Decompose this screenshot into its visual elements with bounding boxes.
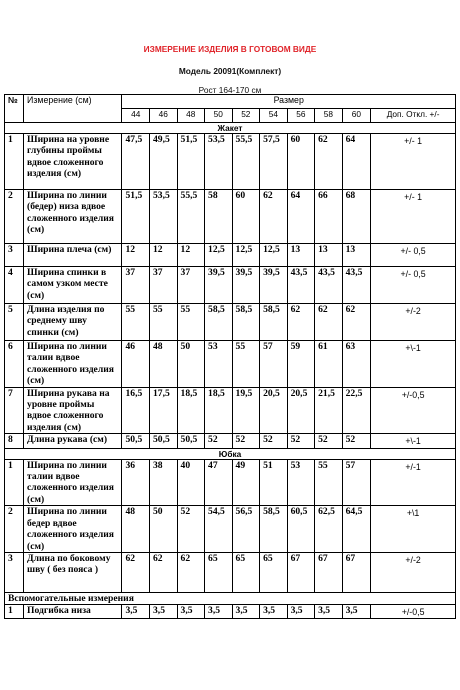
size-value: 12 (177, 244, 205, 267)
size-value: 57 (260, 341, 288, 388)
tolerance-value: +/-1 (371, 459, 456, 506)
size-value: 47 (205, 459, 233, 506)
tolerance-value: +/-2 (371, 552, 456, 592)
size-value: 67 (315, 552, 343, 592)
row-number: 2 (5, 506, 24, 553)
size-value: 65 (205, 552, 233, 592)
height-label: Рост 164-170 см (198, 85, 262, 95)
size-value: 64 (342, 134, 371, 190)
size-value: 13 (287, 244, 315, 267)
size-value: 12,5 (260, 244, 288, 267)
size-value: 67 (287, 552, 315, 592)
size-value: 65 (260, 552, 288, 592)
size-value: 53 (205, 341, 233, 388)
size-value: 52 (287, 434, 315, 448)
tolerance-value: +/-2 (371, 304, 456, 341)
tolerance-value: +/-0,5 (371, 387, 456, 434)
size-value: 67 (342, 552, 371, 592)
measurement-name: Ширина по линии (бедер) низа вдвое сложенного изделия (см) (24, 190, 122, 244)
size-header-44: 44 (122, 109, 150, 123)
size-value: 62 (287, 304, 315, 341)
size-value: 50,5 (177, 434, 205, 448)
row-number: 5 (5, 304, 24, 341)
size-value: 3,5 (315, 604, 343, 618)
table-row (5, 434, 456, 448)
size-header-46: 46 (150, 109, 178, 123)
size-value: 51,5 (122, 190, 150, 244)
size-value: 55,5 (177, 190, 205, 244)
size-value: 12,5 (232, 244, 260, 267)
size-value: 13 (342, 244, 371, 267)
size-value: 62 (315, 304, 343, 341)
size-value: 58,5 (232, 304, 260, 341)
size-value: 57 (342, 459, 371, 506)
size-value: 62 (122, 552, 150, 592)
measurement-name: Ширина на уровне глубины проймы вдвое сложенного изделия (см) (24, 134, 122, 190)
table-row (5, 267, 456, 304)
measurement-name: Длина рукава (см) (24, 434, 122, 448)
size-value: 62 (315, 134, 343, 190)
size-value: 36 (122, 459, 150, 506)
size-value: 3,5 (177, 604, 205, 618)
size-value: 18,5 (205, 387, 233, 434)
size-value: 21,5 (315, 387, 343, 434)
table-row (5, 506, 456, 553)
size-value: 52 (232, 434, 260, 448)
size-value: 54,5 (205, 506, 233, 553)
measurement-name: Длина по боковому шву ( без пояса ) (24, 552, 122, 592)
size-value: 20,5 (287, 387, 315, 434)
measurement-name: Ширина спинки в самом узком месте (см) (24, 267, 122, 304)
table-row (5, 304, 456, 341)
row-number: 8 (5, 434, 24, 448)
size-value: 48 (122, 506, 150, 553)
size-value: 12 (122, 244, 150, 267)
table-row (5, 604, 456, 618)
size-value: 53 (287, 459, 315, 506)
size-value: 49,5 (150, 134, 178, 190)
measurement-name: Ширина рукава на уровне проймы вдвое сложенного изделия (см) (24, 387, 122, 434)
size-value: 58,5 (205, 304, 233, 341)
size-header-50: 50 (205, 109, 233, 123)
size-value: 3,5 (122, 604, 150, 618)
size-value: 50,5 (150, 434, 178, 448)
size-value: 60 (287, 134, 315, 190)
tolerance-value: +\-1 (371, 434, 456, 448)
size-value: 60 (232, 190, 260, 244)
size-header-58: 58 (315, 109, 343, 123)
size-value: 65 (232, 552, 260, 592)
size-value: 51 (260, 459, 288, 506)
size-value: 60,5 (287, 506, 315, 553)
table-row (5, 190, 456, 244)
size-header-48: 48 (177, 109, 205, 123)
size-value: 49 (232, 459, 260, 506)
size-header-60: 60 (342, 109, 371, 123)
table-row (5, 459, 456, 506)
size-value: 43,5 (342, 267, 371, 304)
size-value: 17,5 (150, 387, 178, 434)
size-value: 3,5 (342, 604, 371, 618)
size-header-54: 54 (260, 109, 288, 123)
size-value: 58,5 (260, 506, 288, 553)
measurement-name: Ширина по линии талии вдвое сложенного изделия (см) (24, 459, 122, 506)
size-value: 52 (342, 434, 371, 448)
size-value: 68 (342, 190, 371, 244)
size-value: 12,5 (205, 244, 233, 267)
size-value: 52 (205, 434, 233, 448)
size-value: 62,5 (315, 506, 343, 553)
measurement-name: Подгибка низа (24, 604, 122, 618)
row-number: 1 (5, 459, 24, 506)
row-number: 3 (5, 552, 24, 592)
measurement-name: Ширина плеча (см) (24, 244, 122, 267)
size-value: 16,5 (122, 387, 150, 434)
size-value: 43,5 (287, 267, 315, 304)
table-row (5, 244, 456, 267)
size-value: 3,5 (150, 604, 178, 618)
size-value: 39,5 (205, 267, 233, 304)
row-number: 1 (5, 134, 24, 190)
size-value: 62 (150, 552, 178, 592)
size-value: 39,5 (260, 267, 288, 304)
size-value: 50 (177, 341, 205, 388)
size-value: 46 (122, 341, 150, 388)
size-value: 58,5 (260, 304, 288, 341)
size-value: 3,5 (287, 604, 315, 618)
size-value: 63 (342, 341, 371, 388)
size-header-52: 52 (232, 109, 260, 123)
size-value: 48 (150, 341, 178, 388)
size-value: 3,5 (205, 604, 233, 618)
row-number: 7 (5, 387, 24, 434)
size-value: 37 (177, 267, 205, 304)
size-value: 53,5 (205, 134, 233, 190)
size-value: 59 (287, 341, 315, 388)
size-value: 55 (315, 459, 343, 506)
table-row (5, 387, 456, 434)
size-value: 22,5 (342, 387, 371, 434)
table-row (5, 134, 456, 190)
size-value: 62 (342, 304, 371, 341)
model-label: Модель 20091(Комплект) (178, 66, 282, 76)
header-size-group: Размер (122, 95, 456, 109)
size-value: 66 (315, 190, 343, 244)
size-value: 55 (177, 304, 205, 341)
size-value: 50,5 (122, 434, 150, 448)
size-value: 62 (260, 190, 288, 244)
table-row (5, 552, 456, 592)
size-value: 52 (260, 434, 288, 448)
size-value: 64 (287, 190, 315, 244)
section-title: Жакет (5, 123, 456, 134)
header-measurement: Измерение (см) (24, 95, 122, 123)
row-number: 4 (5, 267, 24, 304)
size-value: 56,5 (232, 506, 260, 553)
size-value: 51,5 (177, 134, 205, 190)
size-value: 62 (177, 552, 205, 592)
size-value: 55,5 (232, 134, 260, 190)
header-no: № (5, 95, 24, 123)
size-value: 53,5 (150, 190, 178, 244)
section-title: Юбка (5, 448, 456, 459)
measurement-name: Ширина по линии бедер вдвое сложенного изделия (см) (24, 506, 122, 553)
tolerance-value: +/- 0,5 (371, 267, 456, 304)
size-value: 18,5 (177, 387, 205, 434)
row-number: 1 (5, 604, 24, 618)
size-value: 57,5 (260, 134, 288, 190)
size-value: 55 (232, 341, 260, 388)
size-value: 13 (315, 244, 343, 267)
size-header-56: 56 (287, 109, 315, 123)
row-number: 3 (5, 244, 24, 267)
size-value: 38 (150, 459, 178, 506)
tolerance-value: +/- 1 (371, 134, 456, 190)
measurement-name: Ширина по линии талии вдвое сложенного изделия (см) (24, 341, 122, 388)
tolerance-value: +\1 (371, 506, 456, 553)
size-value: 61 (315, 341, 343, 388)
row-number: 6 (5, 341, 24, 388)
tolerance-value: +/-0,5 (371, 604, 456, 618)
size-value: 37 (150, 267, 178, 304)
measurement-table (4, 94, 456, 619)
size-value: 12 (150, 244, 178, 267)
size-value: 47,5 (122, 134, 150, 190)
size-value: 39,5 (232, 267, 260, 304)
size-value: 52 (177, 506, 205, 553)
header-tolerance: Доп. Откл. +/- (371, 109, 456, 123)
tolerance-value: +\-1 (371, 341, 456, 388)
tolerance-value: +/- 1 (371, 190, 456, 244)
size-value: 3,5 (232, 604, 260, 618)
size-value: 40 (177, 459, 205, 506)
size-value: 3,5 (260, 604, 288, 618)
size-value: 55 (150, 304, 178, 341)
measurement-name: Длина изделия по среднему шву спинки (см) (24, 304, 122, 341)
size-value: 37 (122, 267, 150, 304)
document-title: ИЗМЕРЕНИЕ ИЗДЕЛИЯ В ГОТОВОМ ВИДЕ (143, 44, 317, 54)
row-number: 2 (5, 190, 24, 244)
size-value: 19,5 (232, 387, 260, 434)
table-row (5, 341, 456, 388)
size-value: 43,5 (315, 267, 343, 304)
size-value: 52 (315, 434, 343, 448)
tolerance-value: +/- 0,5 (371, 244, 456, 267)
size-value: 20,5 (260, 387, 288, 434)
size-value: 55 (122, 304, 150, 341)
size-value: 64,5 (342, 506, 371, 553)
size-value: 50 (150, 506, 178, 553)
size-value: 58 (205, 190, 233, 244)
aux-section-title: Вспомогательные измерения (5, 592, 456, 604)
